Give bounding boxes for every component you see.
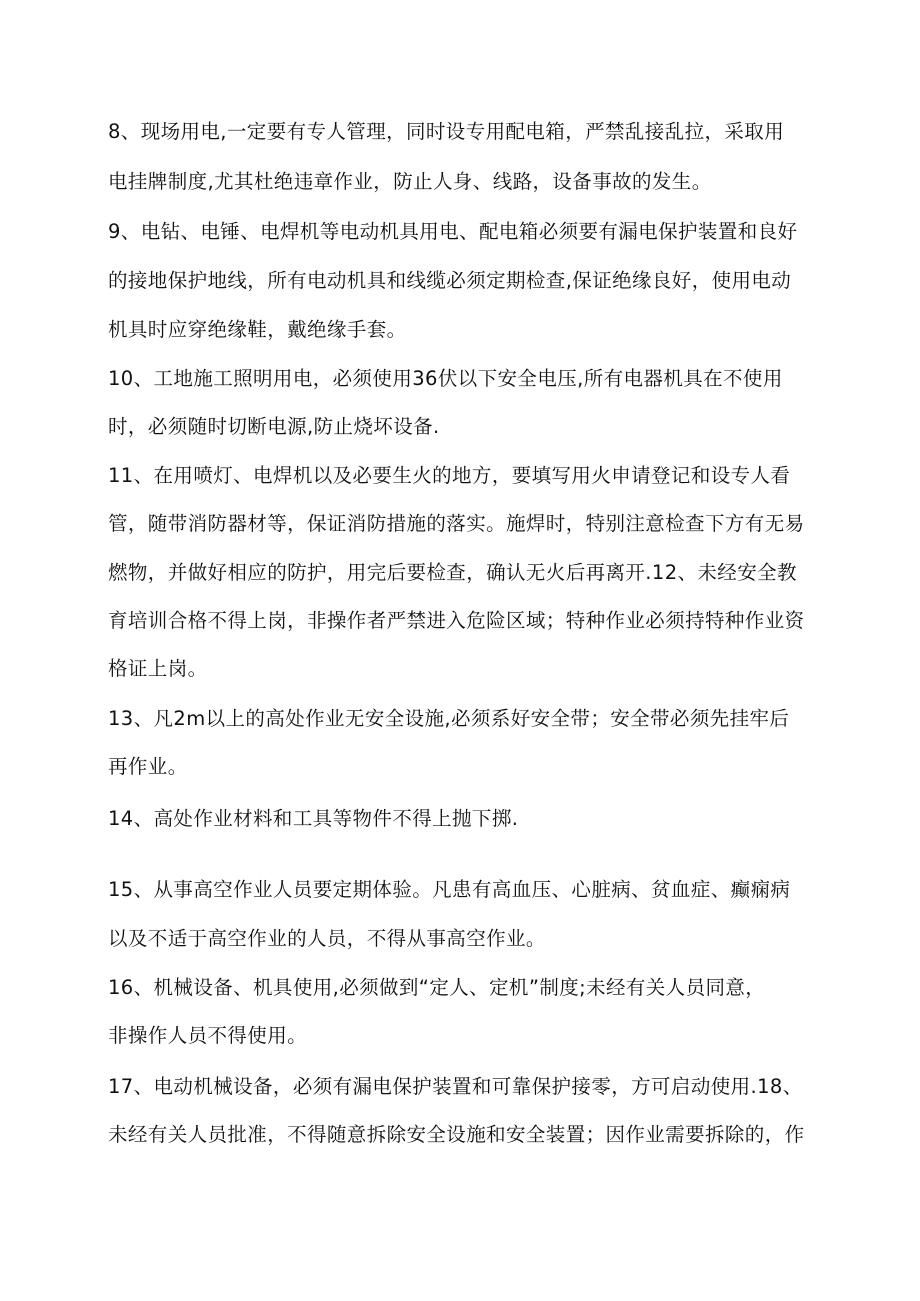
text-line: 未经有关人员批准，不得随意拆除安全设施和安全装置；因作业需要拆除的，作	[108, 1123, 805, 1146]
text-line: 15、从事高空作业人员要定期体验。凡患有高血压、心脏病、贫血症、癫痫病	[108, 878, 791, 901]
text-line: 17、电动机械设备，必须有漏电保护装置和可靠保护接零，方可启动使用.18、	[108, 1075, 803, 1098]
text-line: 再作业。	[108, 755, 188, 778]
text-line: 格证上岗。	[108, 657, 208, 680]
text-line: 10、工地施工照明用电，必须使用36伏以下安全电压,所有电器机具在不使用	[108, 367, 783, 390]
text-line: 管，随带消防器材等，保证消防措施的落实。施焊时，特别注意检查下方有无易	[108, 512, 805, 535]
text-line: 13、凡2m以上的高处作业无安全设施,必须系好安全带；安全带必须先挂牢后	[108, 707, 790, 730]
text-line: 8、现场用电,一定要有专人管理，同时设专用配电箱，严禁乱接乱拉，采取用	[108, 120, 785, 143]
text-line: 电挂牌制度,尤其杜绝违章作业，防止人身、线路，设备事故的发生。	[108, 170, 712, 193]
text-line: 16、机械设备、机具使用,必须做到“定人、定机”制度;未经有关人员同意，	[108, 976, 766, 999]
text-line: 育培训合格不得上岗，非操作者严禁进入危险区域；特种作业必须持特种作业资	[108, 609, 805, 632]
text-line: 9、电钻、电锤、电焊机等电动机具用电、配电箱必须要有漏电保护装置和良好	[108, 220, 798, 243]
text-line: 燃物，并做好相应的防护，用完后要检查，确认无火后再离开.12、未经安全教	[108, 561, 797, 584]
text-line: 11、在用喷灯、电焊机以及必要生火的地方，要填写用火申请登记和设专人看	[108, 464, 791, 487]
text-line: 时，必须随时切断电源,防止烧坏设备.	[108, 415, 440, 438]
text-line: 机具时应穿绝缘鞋，戴绝缘手套。	[108, 318, 407, 341]
text-line: 非操作人员不得使用。	[108, 1024, 308, 1047]
text-line: 的接地保护地线，所有电动机具和线缆必须定期检查,保证绝缘良好，使用电动	[108, 269, 792, 292]
text-line: 以及不适于高空作业的人员，不得从事高空作业。	[108, 927, 546, 950]
text-line: 14、高处作业材料和工具等物件不得上抛下掷.	[108, 807, 519, 830]
